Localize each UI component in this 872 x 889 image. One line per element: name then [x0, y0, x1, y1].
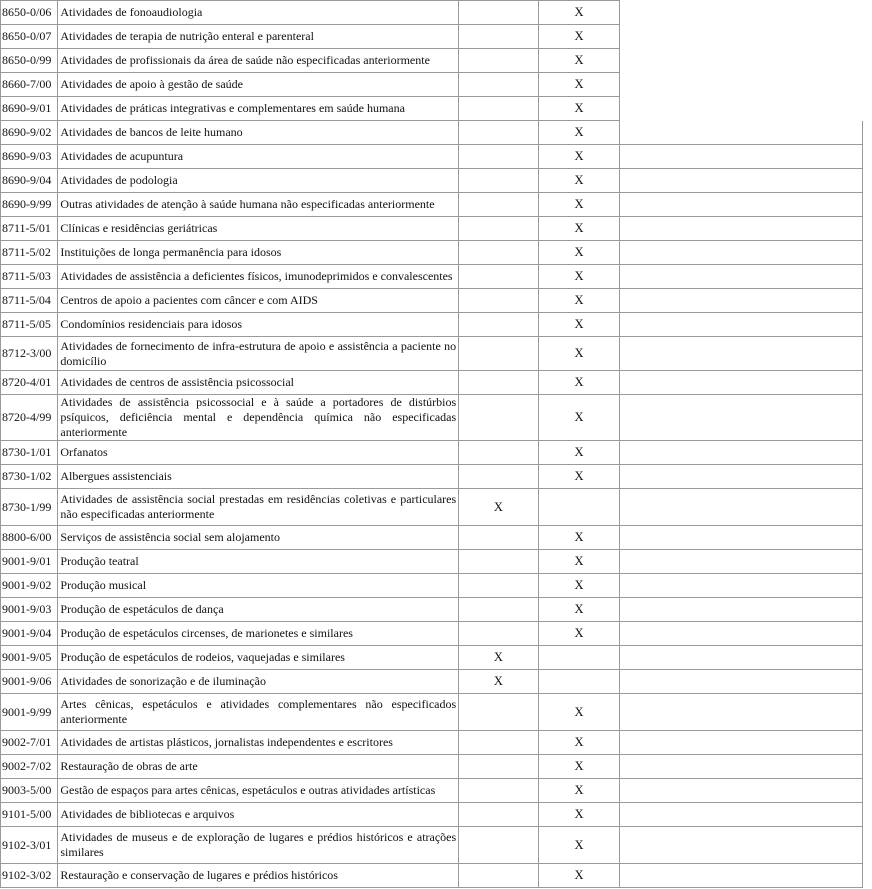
- activity-code: 8711-5/01: [1, 217, 58, 241]
- empty-cell: [620, 1, 863, 25]
- empty-cell: [620, 265, 863, 289]
- table-row: [1, 731, 863, 755]
- activity-description: Produção teatral: [58, 550, 459, 574]
- table-row: [1, 371, 863, 395]
- table-row: [1, 779, 863, 803]
- activity-description: Artes cênicas, espetáculos e atividades complementares não especificados anteriormente: [58, 694, 459, 731]
- activity-description: Orfanatos: [58, 441, 459, 465]
- empty-cell: [620, 217, 863, 241]
- activity-description: Atividades de fornecimento de infra-estrutura de apoio e assistência a paciente no domicílio: [58, 337, 459, 371]
- column-2-mark: X: [538, 217, 620, 241]
- activity-description: Produção de espetáculos circenses, de marionetes e similares: [58, 622, 459, 646]
- column-2-mark: X: [538, 371, 620, 395]
- empty-cell: [620, 169, 863, 193]
- table-row: [1, 574, 863, 598]
- activity-code: 8711-5/05: [1, 313, 58, 337]
- empty-cell: [620, 73, 863, 97]
- activity-code: 9001-9/06: [1, 670, 58, 694]
- column-1-mark: [459, 574, 539, 598]
- column-1-mark: [459, 371, 539, 395]
- table-row: [1, 550, 863, 574]
- column-2-mark: X: [538, 827, 620, 864]
- activity-code: 9003-5/00: [1, 779, 58, 803]
- activity-description: Gestão de espaços para artes cênicas, espetáculos e outras atividades artísticas: [58, 779, 459, 803]
- column-2-mark: X: [538, 441, 620, 465]
- activity-code: 9001-9/03: [1, 598, 58, 622]
- column-1-mark: [459, 395, 539, 441]
- column-2-mark: X: [538, 395, 620, 441]
- column-2-mark: X: [538, 337, 620, 371]
- activity-code: 8711-5/03: [1, 265, 58, 289]
- table-row: [1, 289, 863, 313]
- column-1-mark: [459, 217, 539, 241]
- empty-cell: [620, 779, 863, 803]
- activity-description: Centros de apoio a pacientes com câncer e com AIDS: [58, 289, 459, 313]
- column-1-mark: [459, 864, 539, 888]
- empty-cell: [620, 313, 863, 337]
- column-1-mark: [459, 265, 539, 289]
- activity-description: Atividades de terapia de nutrição enteral e parenteral: [58, 25, 459, 49]
- table-row: [1, 395, 863, 441]
- table-row: [1, 755, 863, 779]
- table-row: [1, 864, 863, 888]
- empty-cell: [620, 622, 863, 646]
- column-1-mark: [459, 193, 539, 217]
- empty-cell: [620, 550, 863, 574]
- column-2-mark: X: [538, 25, 620, 49]
- column-2-mark: X: [538, 526, 620, 550]
- column-1-mark: [459, 73, 539, 97]
- table-row: [1, 97, 863, 121]
- activity-code: 8730-1/99: [1, 489, 58, 526]
- table-row: [1, 265, 863, 289]
- column-2-mark: X: [538, 169, 620, 193]
- table-row: [1, 670, 863, 694]
- empty-cell: [620, 489, 863, 526]
- column-1-mark: [459, 755, 539, 779]
- empty-cell: [620, 465, 863, 489]
- table-row: [1, 646, 863, 670]
- column-1-mark: [459, 97, 539, 121]
- activity-code: 9001-9/99: [1, 694, 58, 731]
- column-2-mark: X: [538, 49, 620, 73]
- table-row: [1, 73, 863, 97]
- column-1-mark: [459, 121, 539, 145]
- table-row: [1, 169, 863, 193]
- column-1-mark: [459, 550, 539, 574]
- column-1-mark: [459, 598, 539, 622]
- column-2-mark: X: [538, 803, 620, 827]
- empty-cell: [620, 803, 863, 827]
- activity-code: 8730-1/02: [1, 465, 58, 489]
- column-2-mark: X: [538, 465, 620, 489]
- activity-description: Produção de espetáculos de dança: [58, 598, 459, 622]
- table-row: [1, 241, 863, 265]
- column-2-mark: [538, 489, 620, 526]
- column-2-mark: X: [538, 97, 620, 121]
- column-2-mark: X: [538, 550, 620, 574]
- activity-description: Produção de espetáculos de rodeios, vaquejadas e similares: [58, 646, 459, 670]
- table-row: [1, 337, 863, 371]
- empty-cell: [620, 670, 863, 694]
- table-row: [1, 803, 863, 827]
- activity-code: 9001-9/04: [1, 622, 58, 646]
- column-2-mark: X: [538, 864, 620, 888]
- column-1-mark: [459, 622, 539, 646]
- column-2-mark: X: [538, 598, 620, 622]
- empty-cell: [620, 646, 863, 670]
- table-row: [1, 121, 863, 145]
- table-row: [1, 193, 863, 217]
- activity-code: 8720-4/99: [1, 395, 58, 441]
- activity-code: 8720-4/01: [1, 371, 58, 395]
- column-2-mark: X: [538, 265, 620, 289]
- table-row: [1, 441, 863, 465]
- column-2-mark: X: [538, 121, 620, 145]
- column-2-mark: X: [538, 731, 620, 755]
- activity-code: 8690-9/04: [1, 169, 58, 193]
- column-1-mark: [459, 465, 539, 489]
- column-1-mark: [459, 1, 539, 25]
- activity-description: Outras atividades de atenção à saúde humana não especificadas anteriormente: [58, 193, 459, 217]
- empty-cell: [620, 731, 863, 755]
- empty-cell: [620, 25, 863, 49]
- activity-code: 8690-9/99: [1, 193, 58, 217]
- column-2-mark: X: [538, 779, 620, 803]
- activity-description: Atividades de práticas integrativas e complementares em saúde humana: [58, 97, 459, 121]
- column-1-mark: [459, 827, 539, 864]
- empty-cell: [620, 371, 863, 395]
- activity-description: Albergues assistenciais: [58, 465, 459, 489]
- activity-code: 8650-0/06: [1, 1, 58, 25]
- empty-cell: [620, 193, 863, 217]
- table-row: [1, 313, 863, 337]
- activity-description: Atividades de podologia: [58, 169, 459, 193]
- column-1-mark: [459, 526, 539, 550]
- column-2-mark: X: [538, 574, 620, 598]
- empty-cell: [620, 827, 863, 864]
- activity-code: 8800-6/00: [1, 526, 58, 550]
- activity-description: Atividades de apoio à gestão de saúde: [58, 73, 459, 97]
- activity-description: Atividades de acupuntura: [58, 145, 459, 169]
- empty-cell: [620, 121, 863, 145]
- activity-code: 8690-9/02: [1, 121, 58, 145]
- empty-cell: [620, 526, 863, 550]
- activity-description: Atividades de museus e de exploração de lugares e prédios históricos e atrações similares: [58, 827, 459, 864]
- table-row: [1, 465, 863, 489]
- column-1-mark: [459, 694, 539, 731]
- column-1-mark: [459, 241, 539, 265]
- table-row: [1, 622, 863, 646]
- column-1-mark: [459, 441, 539, 465]
- column-2-mark: X: [538, 1, 620, 25]
- column-2-mark: X: [538, 73, 620, 97]
- activity-description: Atividades de profissionais da área de saúde não especificadas anteriormente: [58, 49, 459, 73]
- empty-cell: [620, 574, 863, 598]
- column-1-mark: X: [459, 646, 539, 670]
- column-1-mark: [459, 803, 539, 827]
- activity-code: 9001-9/05: [1, 646, 58, 670]
- activity-code: 8650-0/07: [1, 25, 58, 49]
- activity-code: 8690-9/01: [1, 97, 58, 121]
- column-1-mark: [459, 337, 539, 371]
- activity-code: 9001-9/01: [1, 550, 58, 574]
- activity-code: 8650-0/99: [1, 49, 58, 73]
- activity-description: Restauração e conservação de lugares e prédios históricos: [58, 864, 459, 888]
- activity-description: Condomínios residenciais para idosos: [58, 313, 459, 337]
- empty-cell: [620, 441, 863, 465]
- table-row: [1, 217, 863, 241]
- activity-table-body: [1, 1, 863, 888]
- column-1-mark: [459, 145, 539, 169]
- activity-description: Clínicas e residências geriátricas: [58, 217, 459, 241]
- activity-description: Atividades de centros de assistência psicossocial: [58, 371, 459, 395]
- column-2-mark: X: [538, 145, 620, 169]
- empty-cell: [620, 598, 863, 622]
- activity-code: 9102-3/01: [1, 827, 58, 864]
- column-1-mark: [459, 169, 539, 193]
- table-row: [1, 526, 863, 550]
- activity-code: 9101-5/00: [1, 803, 58, 827]
- column-1-mark: [459, 25, 539, 49]
- column-2-mark: [538, 670, 620, 694]
- activity-description: Atividades de bancos de leite humano: [58, 121, 459, 145]
- column-2-mark: X: [538, 313, 620, 337]
- activity-code: 8690-9/03: [1, 145, 58, 169]
- activity-description: Instituições de longa permanência para idosos: [58, 241, 459, 265]
- activity-description: Atividades de assistência psicossocial e à saúde a portadores de distúrbios psíquicos, deficiência mental e dependência química não especificadas anteriormente: [58, 395, 459, 441]
- activity-code: 9102-3/02: [1, 864, 58, 888]
- empty-cell: [620, 337, 863, 371]
- table-row: [1, 827, 863, 864]
- column-1-mark: [459, 49, 539, 73]
- empty-cell: [620, 289, 863, 313]
- table-row: [1, 598, 863, 622]
- column-2-mark: X: [538, 289, 620, 313]
- empty-cell: [620, 241, 863, 265]
- activity-description: Atividades de fonoaudiologia: [58, 1, 459, 25]
- column-1-mark: [459, 779, 539, 803]
- activity-code: 8712-3/00: [1, 337, 58, 371]
- table-row: [1, 489, 863, 526]
- table-row: [1, 145, 863, 169]
- activity-description: Atividades de assistência a deficientes físicos, imunodeprimidos e convalescentes: [58, 265, 459, 289]
- activity-code: 9002-7/02: [1, 755, 58, 779]
- activity-description: Atividades de bibliotecas e arquivos: [58, 803, 459, 827]
- activity-code: 9001-9/02: [1, 574, 58, 598]
- column-2-mark: X: [538, 694, 620, 731]
- table-row: [1, 694, 863, 731]
- activity-code: 8711-5/02: [1, 241, 58, 265]
- column-2-mark: X: [538, 241, 620, 265]
- table-row: [1, 1, 863, 25]
- activity-code: 8711-5/04: [1, 289, 58, 313]
- activity-description: Serviços de assistência social sem alojamento: [58, 526, 459, 550]
- column-1-mark: [459, 313, 539, 337]
- table-row: [1, 49, 863, 73]
- activity-code: 8730-1/01: [1, 441, 58, 465]
- empty-cell: [620, 97, 863, 121]
- column-2-mark: X: [538, 193, 620, 217]
- empty-cell: [620, 864, 863, 888]
- empty-cell: [620, 395, 863, 441]
- activity-description: Atividades de artistas plásticos, jornalistas independentes e escritores: [58, 731, 459, 755]
- empty-cell: [620, 694, 863, 731]
- column-2-mark: X: [538, 622, 620, 646]
- column-1-mark: X: [459, 489, 539, 526]
- column-1-mark: X: [459, 670, 539, 694]
- empty-cell: [620, 755, 863, 779]
- activity-description: Restauração de obras de arte: [58, 755, 459, 779]
- column-1-mark: [459, 731, 539, 755]
- empty-cell: [620, 49, 863, 73]
- table-row: [1, 25, 863, 49]
- activity-description: Atividades de sonorização e de iluminação: [58, 670, 459, 694]
- activity-description: Atividades de assistência social prestadas em residências coletivas e particulares não especificadas anteriormente: [58, 489, 459, 526]
- activity-code: 9002-7/01: [1, 731, 58, 755]
- empty-cell: [620, 145, 863, 169]
- activity-code: 8660-7/00: [1, 73, 58, 97]
- activity-description: Produção musical: [58, 574, 459, 598]
- column-2-mark: [538, 646, 620, 670]
- column-2-mark: X: [538, 755, 620, 779]
- column-1-mark: [459, 289, 539, 313]
